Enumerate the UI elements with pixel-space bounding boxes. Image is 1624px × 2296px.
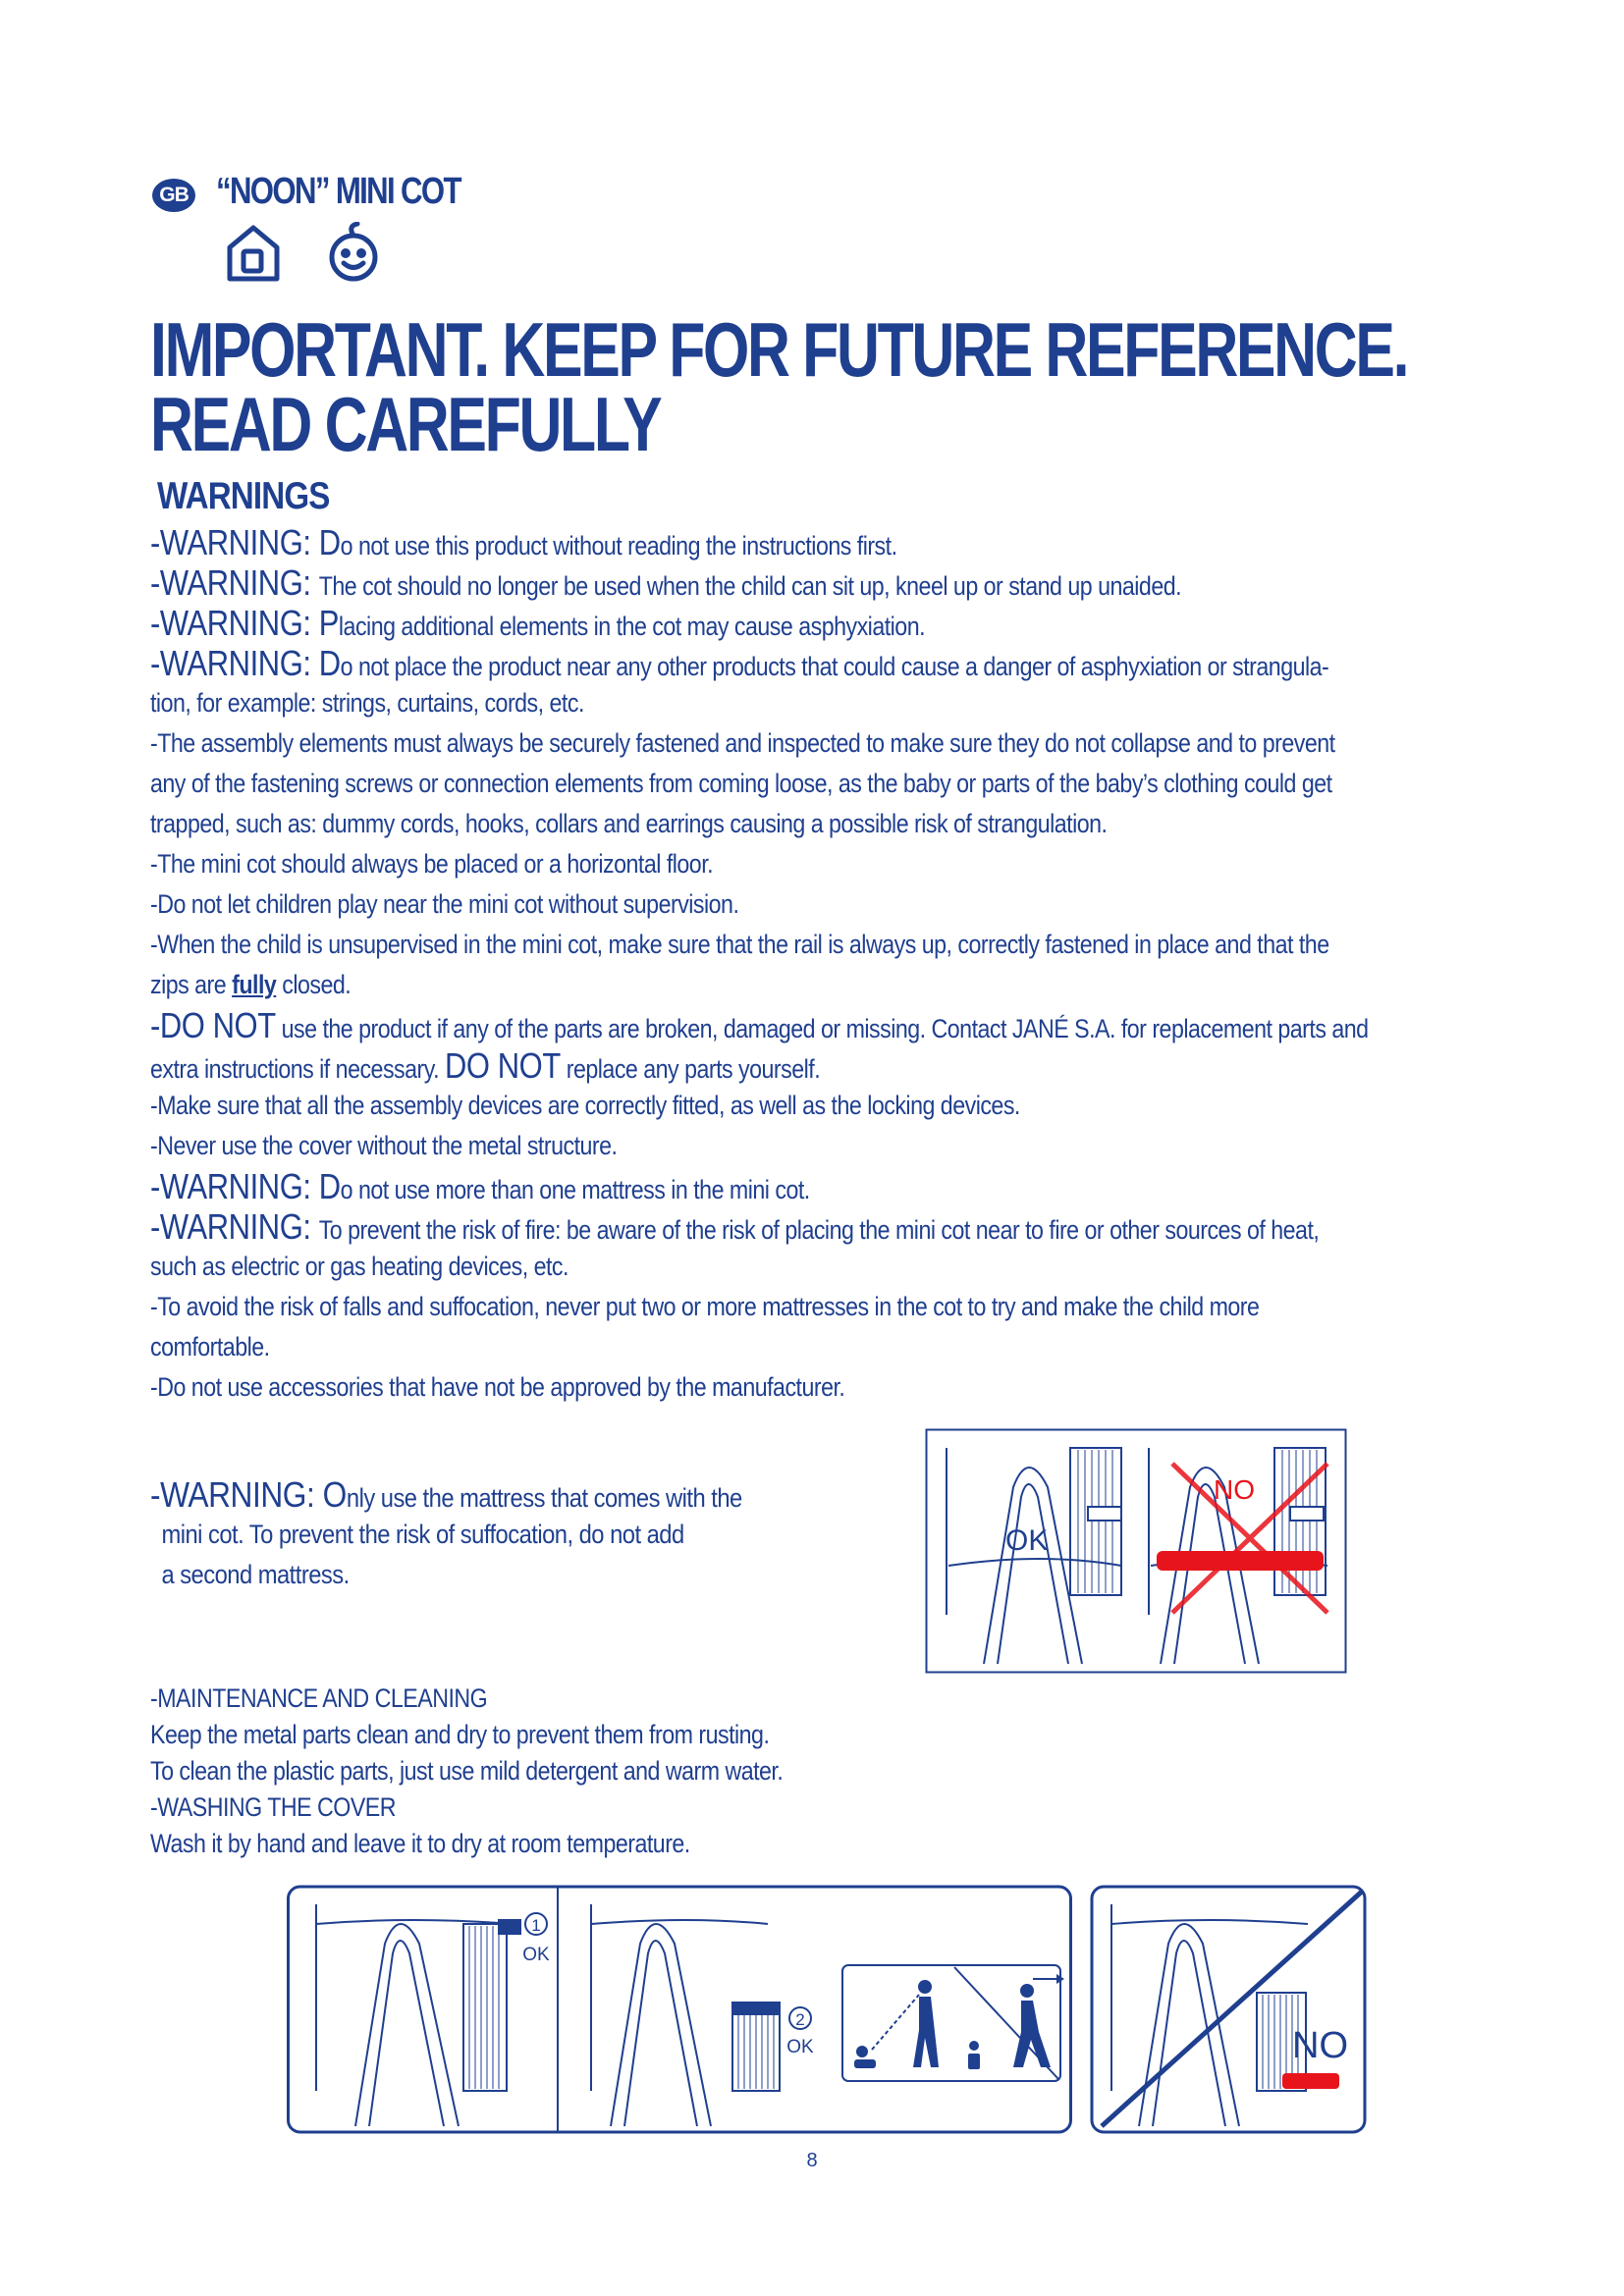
emphasis-text: fully [232, 970, 277, 999]
no-label-strip: NO [1292, 2025, 1348, 2066]
warning-line [150, 884, 1299, 925]
warning-text: comfortable. [150, 1332, 270, 1362]
warning-text: trapped, such as: dummy cords, hooks, collars and earrings causing a possible risk of strangulation. [150, 809, 1108, 838]
warning-text: tion, for example: strings, curtains, cords, etc. [150, 688, 584, 718]
warning-line [150, 1206, 1320, 1247]
warning-text: o not use more than one mattress in the mini cot. [340, 1175, 810, 1204]
step-2-number: 2 [795, 2010, 805, 2029]
warning-lead: -WARNING: [150, 562, 319, 603]
step-2-ok: OK [786, 2037, 814, 2057]
warning-text: To prevent the risk of fire: be aware of the risk of placing the mini cot near to fire or other sources of heat, [318, 1215, 1320, 1245]
warning-text: o not use this product without reading the instructions first. [340, 531, 897, 561]
warning-text: nly use the mattress that comes with the [346, 1483, 742, 1513]
warning-line [150, 1327, 1299, 1367]
warning-line [150, 1367, 1299, 1408]
warning-text: The cot should no longer be used when the child can sit up, kneel up or stand up unaided. [318, 571, 1182, 601]
warning-text: -To avoid the risk of falls and suffocation, never put two or more mattresses in the cot to try and make the child more [150, 1292, 1260, 1321]
home-icon [230, 228, 277, 279]
warning-lead: -WARNING: D [150, 643, 341, 683]
warning-text: -Make sure that all the assembly devices are correctly fitted, as well as the locking devices. [150, 1091, 1020, 1120]
usage-icons [224, 222, 391, 285]
no-label: NO [1214, 1474, 1255, 1505]
warning-text: -The mini cot should always be placed or a horizontal floor. [150, 849, 714, 879]
mattress-warning-line [150, 1515, 807, 1555]
supervision-pictogram [842, 1965, 1064, 2081]
warning-lead: -WARNING: O [150, 1474, 347, 1515]
warning-lead: -WARNING: D [150, 1166, 341, 1206]
warning-text: -When the child is unsupervised in the mini cot, make sure that the rail is always up, correctly fastened in place and that the [150, 930, 1329, 959]
product-title: “NOON” MINI COT [216, 171, 460, 212]
assembly-figure-strip [287, 1885, 1369, 2136]
warning-line [150, 522, 1299, 562]
warning-lead: DO NOT [445, 1045, 561, 1086]
headline [150, 306, 1408, 467]
warning-lead: -DO NOT [150, 1005, 276, 1045]
red-part [1282, 2073, 1339, 2089]
warning-text: -Never use the cover without the metal structure. [150, 1131, 618, 1160]
maintenance-section [150, 1681, 1034, 1862]
warning-text: -Do not let children play near the mini cot without supervision. [150, 889, 739, 919]
warning-line [150, 1247, 1299, 1287]
maintenance-line: To clean the plastic parts, just use mild detergent and warm water. [150, 1756, 784, 1786]
warning-text: o not place the product near any other products that could cause a danger of asphyxiation or strangula- [340, 652, 1329, 681]
warning-text: -Do not use accessories that have not be approved by the manufacturer. [150, 1372, 845, 1402]
baby-face-icon [332, 224, 375, 279]
warning-text: replace any parts yourself. [560, 1054, 821, 1084]
warning-line [150, 804, 1299, 844]
warning-text: use the product if any of the parts are broken, damaged or missing. Contact JANÉ S.A. for replacement parts and [275, 1014, 1369, 1043]
warning-text: zips are [150, 970, 233, 999]
warning-line [150, 643, 1329, 683]
mattress-warning-line [150, 1474, 807, 1515]
warning-line [150, 764, 1332, 804]
maintenance-line: -WASHING THE COVER [150, 1792, 397, 1822]
extra-mattress [1157, 1551, 1324, 1571]
warnings-heading: WARNINGS [157, 475, 330, 517]
warning-line [150, 1086, 1299, 1126]
warning-text: any of the fastening screws or connection elements from coming loose, as the baby or parts of the baby’s clothing could get [150, 769, 1332, 798]
maintenance-line: Keep the metal parts clean and dry to prevent them from rusting. [150, 1720, 770, 1749]
warning-line [150, 1005, 1369, 1045]
warnings-list [150, 522, 1486, 1408]
warning-line [150, 683, 1299, 723]
headline-line-2: READ CAREFULLY [150, 381, 661, 467]
ok-label: OK [1005, 1524, 1049, 1557]
warning-line [150, 925, 1329, 965]
warning-text: mini cot. To prevent the risk of suffocation, do not add [161, 1520, 684, 1549]
warning-lead: -WARNING: P [150, 603, 339, 643]
warning-line [150, 1126, 1299, 1166]
headline-line-1: IMPORTANT. KEEP FOR FUTURE REFERENCE. [150, 306, 1408, 393]
warning-text: -The assembly elements must always be securely fastened and inspected to make sure they do not collapse and to prevent [150, 728, 1335, 758]
page-number: 8 [806, 2150, 818, 2171]
warning-text: extra instructions if necessary. [150, 1054, 446, 1084]
child-small-icon [968, 2041, 980, 2069]
mattress-figure [925, 1428, 1347, 1674]
warning-line [150, 844, 1299, 884]
warning-text: lacing additional elements in the cot may cause asphyxiation. [338, 612, 926, 641]
warning-text: such as electric or gas heating devices, etc. [150, 1252, 568, 1281]
warning-text: a second mattress. [161, 1560, 350, 1589]
step-1-ok: OK [522, 1945, 550, 1965]
warning-lead: -WARNING: D [150, 522, 341, 562]
mattress-warning-line [150, 1555, 807, 1595]
mattress-warning [150, 1474, 896, 1595]
warning-line [150, 562, 1299, 603]
step-1-number: 1 [531, 1916, 541, 1935]
warning-line [150, 1045, 1299, 1086]
language-badge: GB [152, 179, 195, 212]
warning-line [150, 965, 1299, 1005]
warning-line [150, 603, 1299, 643]
maintenance-line: Wash it by hand and leave it to dry at room temperature. [150, 1829, 690, 1858]
warning-line [150, 1287, 1299, 1327]
warning-lead: -WARNING: [150, 1206, 319, 1247]
warning-line [150, 1166, 1299, 1206]
warning-text: closed. [276, 970, 352, 999]
warning-line [150, 723, 1335, 764]
maintenance-line: -MAINTENANCE AND CLEANING [150, 1683, 488, 1713]
